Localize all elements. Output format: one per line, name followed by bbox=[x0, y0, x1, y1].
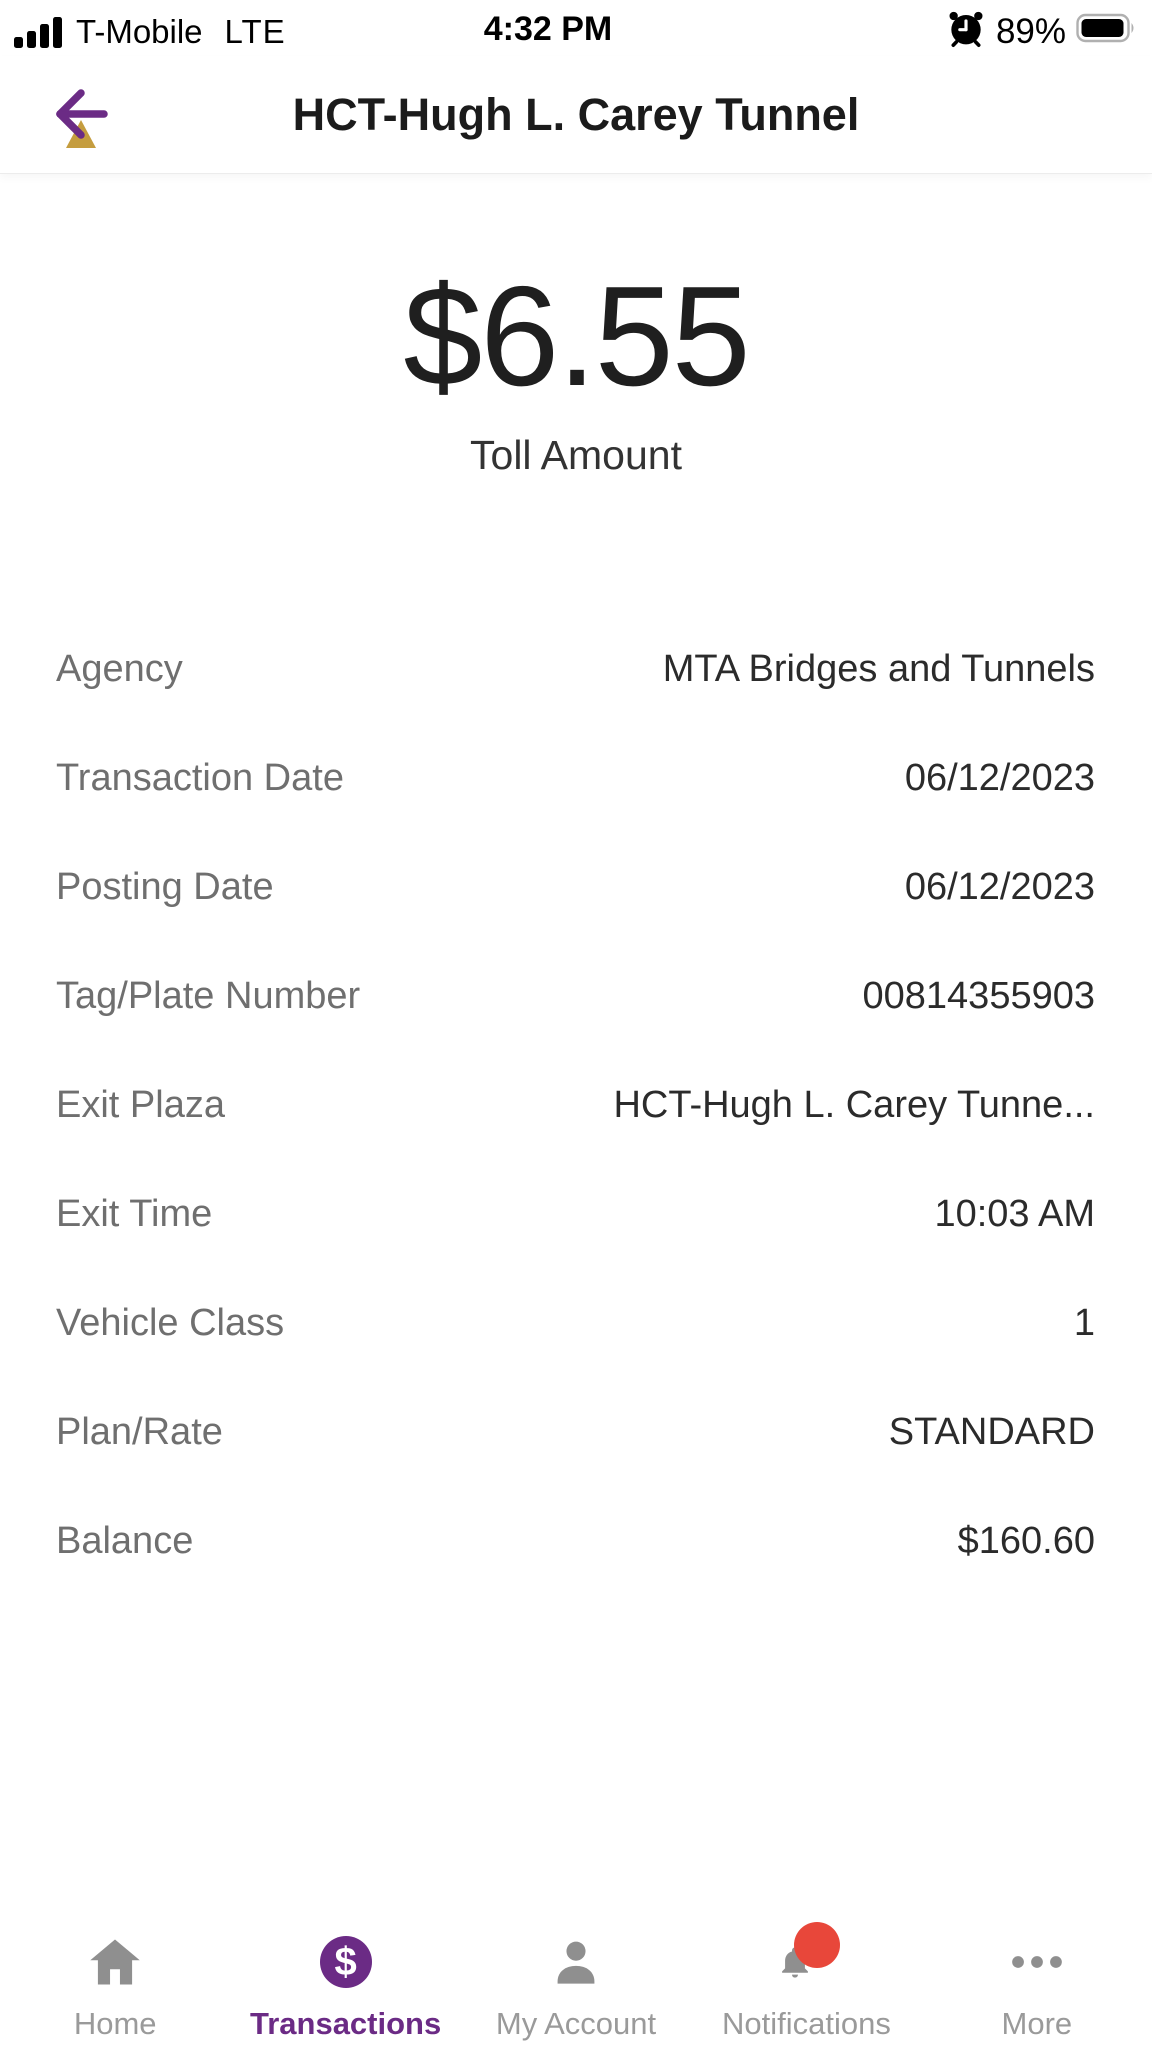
tab-home[interactable] bbox=[0, 1898, 230, 2048]
tab-more[interactable] bbox=[922, 1898, 1152, 2048]
network-type-label: LTE bbox=[224, 13, 286, 50]
tab-label: Notifications bbox=[721, 2006, 891, 2041]
detail-row-value: 10:03 AM bbox=[934, 1193, 1095, 1235]
tab-transactions[interactable] bbox=[230, 1898, 460, 2048]
tab-my-account[interactable] bbox=[461, 1898, 691, 2048]
detail-row-label: Exit Plaza bbox=[56, 1084, 225, 1126]
detail-row bbox=[56, 724, 1095, 833]
home-icon bbox=[87, 1934, 143, 1990]
detail-row-value: 00814355903 bbox=[862, 975, 1095, 1017]
status-bar bbox=[0, 0, 1152, 56]
detail-row-label: Transaction Date bbox=[56, 757, 344, 799]
tab-label: My Account bbox=[495, 2006, 657, 2041]
tab-label: Transactions bbox=[249, 2006, 442, 2041]
detail-row-label: Tag/Plate Number bbox=[56, 975, 361, 1017]
detail-row-value: 06/12/2023 bbox=[904, 757, 1095, 799]
dollar-sign-glyph: $ bbox=[320, 1936, 372, 1988]
detail-row bbox=[56, 1051, 1095, 1160]
tab-label: Home bbox=[73, 2006, 157, 2041]
detail-row-value: 06/12/2023 bbox=[904, 866, 1095, 908]
toll-amount-label: Toll Amount bbox=[470, 432, 682, 478]
ellipsis-icon bbox=[1009, 1934, 1065, 1990]
tab-notifications[interactable] bbox=[691, 1898, 921, 2048]
notification-badge bbox=[794, 1922, 840, 1968]
transaction-details bbox=[56, 615, 1095, 1596]
page-title: HCT-Hugh L. Carey Tunnel bbox=[292, 89, 860, 140]
detail-row bbox=[56, 833, 1095, 942]
clock-time: 4:32 PM bbox=[483, 10, 613, 48]
bell-icon bbox=[778, 1934, 834, 1990]
battery-percent: 89% bbox=[995, 12, 1066, 51]
detail-row-label: Agency bbox=[56, 648, 183, 690]
detail-row-value: 1 bbox=[1073, 1302, 1095, 1344]
detail-row-value: MTA Bridges and Tunnels bbox=[662, 648, 1095, 690]
header bbox=[0, 56, 1152, 174]
detail-row-label: Posting Date bbox=[56, 866, 274, 908]
detail-row-label: Vehicle Class bbox=[56, 1302, 285, 1344]
detail-row bbox=[56, 1378, 1095, 1487]
detail-row bbox=[56, 1160, 1095, 1269]
dollar-circle-icon bbox=[318, 1934, 374, 1990]
detail-row-label: Plan/Rate bbox=[56, 1411, 223, 1453]
toll-amount-value: $6.55 bbox=[403, 257, 749, 416]
person-icon bbox=[548, 1934, 604, 1990]
carrier-label: T-Mobile bbox=[76, 13, 203, 50]
bottom-tab-bar bbox=[0, 1898, 1152, 2048]
detail-row bbox=[56, 1487, 1095, 1596]
detail-row-value: STANDARD bbox=[888, 1411, 1095, 1453]
detail-row bbox=[56, 1269, 1095, 1378]
detail-row-value: $160.60 bbox=[957, 1520, 1095, 1562]
detail-row-label: Exit Time bbox=[56, 1193, 213, 1235]
tab-label: More bbox=[1001, 2006, 1073, 2041]
detail-row bbox=[56, 942, 1095, 1051]
detail-row-label: Balance bbox=[56, 1520, 194, 1562]
detail-row bbox=[56, 615, 1095, 724]
detail-row-value: HCT-Hugh L. Carey Tunne... bbox=[613, 1084, 1095, 1126]
back-button[interactable] bbox=[46, 80, 116, 156]
